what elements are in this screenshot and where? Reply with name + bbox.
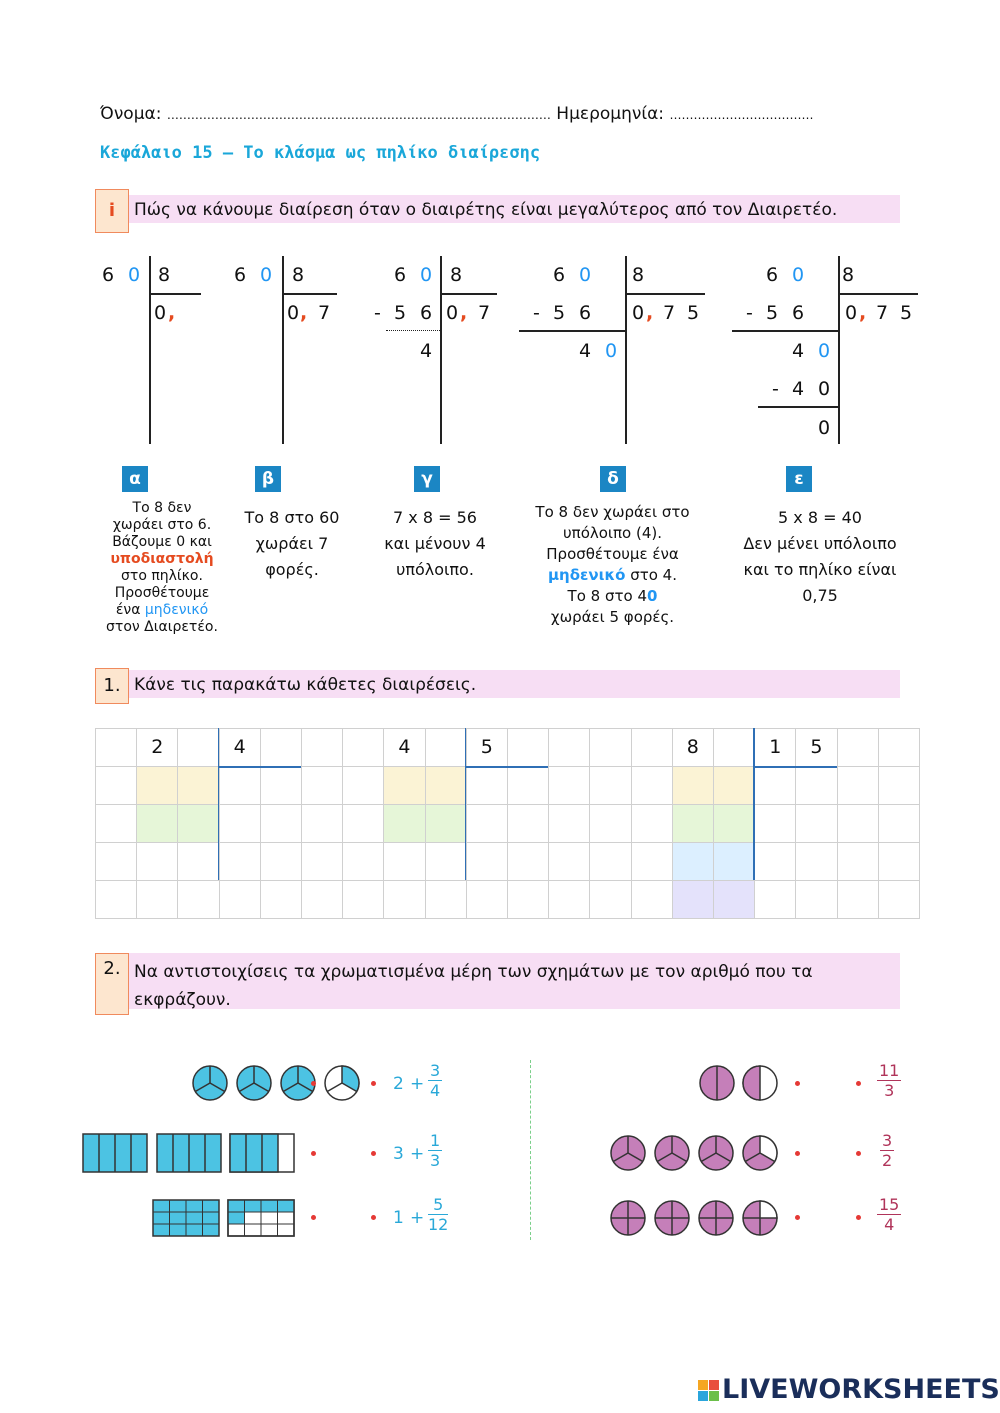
chapter-title: Κεφάλαιο 15 – Το κλάσμα ως πηλίκο διαίρεσης [100, 143, 541, 163]
division-number: 4 [233, 736, 246, 758]
name-line [100, 104, 813, 124]
circle-half-shape [700, 1066, 734, 1100]
grid-cell[interactable] [795, 880, 837, 919]
grid-cell[interactable] [631, 804, 673, 843]
grid-cell[interactable] [754, 880, 796, 919]
divisor-line [149, 293, 201, 295]
match-dot-right-3[interactable] [795, 1215, 800, 1220]
match-dot-frac-3[interactable] [856, 1215, 861, 1220]
grid-cell[interactable] [383, 880, 425, 919]
division-number: 1 [769, 736, 782, 758]
grid-cell[interactable] [878, 842, 920, 881]
grid-cell[interactable] [301, 766, 343, 805]
step-letter-b: β [255, 466, 281, 492]
grid-cell[interactable] [95, 880, 137, 919]
circle-third-shape [193, 1066, 227, 1100]
divisor-line [440, 293, 497, 295]
digit: 8 [632, 264, 645, 286]
grid-cell[interactable] [713, 880, 755, 919]
name-dots[interactable]: …………………………………………………………………………………… [166, 108, 551, 122]
grid-cell[interactable] [548, 804, 590, 843]
grid-cell[interactable] [425, 880, 467, 919]
grid-cell[interactable] [95, 728, 137, 767]
grid-cell[interactable] [795, 804, 837, 843]
grid-cell[interactable] [342, 804, 384, 843]
subtraction-line [732, 330, 838, 332]
grid-cell[interactable] [342, 728, 384, 767]
grid-cell[interactable] [136, 842, 178, 881]
division-number: 8 [686, 736, 699, 758]
digit: 6 [102, 264, 115, 286]
digit: 6 [420, 302, 433, 324]
grid-cell[interactable] [466, 766, 508, 805]
digit: 5 [766, 302, 779, 324]
step-letter-d: δ [600, 466, 626, 492]
match-dot-option-3[interactable] [371, 1215, 376, 1220]
digit: 7 [478, 302, 491, 324]
grid-cell[interactable] [507, 766, 549, 805]
subtraction-line [519, 330, 625, 332]
digit: - [533, 302, 540, 324]
digit: 0 [128, 264, 141, 286]
division-bar [218, 728, 220, 880]
comma: , [859, 302, 867, 324]
grid-cell[interactable] [260, 880, 302, 919]
grid-cell[interactable] [754, 842, 796, 881]
explanation-d: Το 8 δεν χωράει στο υπόλοιπο (4). Προσθέτουμε ένα μηδενικό στο 4. Το 8 στο 40 χωράει 5 φορές. [535, 503, 690, 626]
digit: 5 [553, 302, 566, 324]
subtraction-line [386, 330, 440, 331]
subtraction-line [758, 406, 838, 408]
division-bar [282, 256, 284, 444]
grid-cell[interactable] [95, 766, 137, 805]
grid-cell[interactable] [713, 766, 755, 805]
digit: 7 [663, 302, 676, 324]
digit: 5 [394, 302, 407, 324]
explanation-c: 7 x 8 = 56 και μένουν 4 υπόλοιπο. [384, 508, 486, 579]
match-dot-left-2[interactable] [311, 1151, 316, 1156]
grid-cell[interactable] [466, 842, 508, 881]
liveworksheets-logo: LIVEWORKSHEETS [722, 1374, 1000, 1405]
digit: 0 [579, 264, 592, 286]
right-shapes [600, 1050, 800, 1250]
digit: 0 [260, 264, 273, 286]
digit: 5 [900, 302, 913, 324]
grid-cell[interactable] [425, 728, 467, 767]
grid-cell[interactable] [301, 842, 343, 881]
digit: 0 [420, 264, 433, 286]
division-bar [440, 256, 442, 444]
digit: - [772, 378, 779, 400]
digit: 0 [287, 302, 300, 324]
division-bar [625, 256, 627, 444]
digit: 8 [292, 264, 305, 286]
digit: 6 [553, 264, 566, 286]
grid-cell[interactable] [672, 766, 714, 805]
grid-cell[interactable] [837, 766, 879, 805]
grid-cell[interactable] [878, 880, 920, 919]
date-label: Ημερομηνία: [556, 104, 665, 124]
grid-cell[interactable] [136, 804, 178, 843]
step-letter-a: α [122, 466, 148, 492]
grid-cell[interactable] [507, 880, 549, 919]
grid-cell[interactable] [260, 766, 302, 805]
explanation-e: 5 x 8 = 40 Δεν μένει υπόλοιπο και το πηλίκο είναι 0,75 [743, 508, 897, 605]
name-label: Όνομα: [100, 104, 162, 124]
grid-cell[interactable] [672, 842, 714, 881]
grid-cell[interactable] [713, 804, 755, 843]
comma: , [168, 302, 176, 324]
grid-cell[interactable] [631, 880, 673, 919]
grid-cell[interactable] [507, 728, 549, 767]
grid-cell[interactable] [672, 880, 714, 919]
digit: 4 [420, 340, 433, 362]
grid-cell[interactable] [95, 842, 137, 881]
grid-cell[interactable] [301, 804, 343, 843]
match-dot-frac-2[interactable] [856, 1151, 861, 1156]
grid-cell[interactable] [219, 766, 261, 805]
grid-cell[interactable] [754, 804, 796, 843]
grid-cell[interactable] [548, 766, 590, 805]
divisor-line [282, 293, 337, 295]
grid-cell[interactable] [136, 766, 178, 805]
digit: 0 [818, 340, 831, 362]
digit: 0 [605, 340, 618, 362]
grid-cell[interactable] [383, 842, 425, 881]
grid-cell[interactable] [177, 842, 219, 881]
divisor-line [466, 766, 548, 768]
grid-cell[interactable] [342, 842, 384, 881]
grid-cell[interactable] [425, 842, 467, 881]
circle-third-partial-shape [325, 1066, 359, 1100]
digit: 6 [792, 302, 805, 324]
liveworksheets-logo-icon [698, 1380, 720, 1402]
grid-cell[interactable] [466, 804, 508, 843]
grid-cell[interactable] [177, 880, 219, 919]
digit: 0 [845, 302, 858, 324]
circle-third-shape [237, 1066, 271, 1100]
digit: 6 [766, 264, 779, 286]
divisor-line [625, 293, 705, 295]
divisor-line [219, 766, 301, 768]
digit: 4 [579, 340, 592, 362]
digit: 4 [792, 340, 805, 362]
section-divider [530, 1060, 531, 1240]
step-letter-e: ε [786, 466, 812, 492]
grid-cell[interactable] [589, 804, 631, 843]
digit: 4 [792, 378, 805, 400]
comma: , [300, 302, 308, 324]
grid-cell[interactable] [589, 880, 631, 919]
fraction-option-2: $\frac{3}{2}$ [882, 1131, 893, 1170]
digit: 8 [842, 264, 855, 286]
grid-cell[interactable] [260, 728, 302, 767]
digit: - [374, 302, 381, 324]
grid-cell[interactable] [219, 804, 261, 843]
grid-cell[interactable] [548, 880, 590, 919]
grid-cell[interactable] [95, 804, 137, 843]
grid-cell[interactable] [466, 880, 508, 919]
division-bar [465, 728, 467, 880]
digit: 0 [632, 302, 645, 324]
digit: 0 [792, 264, 805, 286]
grid-cell[interactable] [589, 842, 631, 881]
circle-half-partial-shape [743, 1066, 777, 1100]
exercise1-marker: 1. [95, 668, 129, 704]
match-dot-right-2[interactable] [795, 1151, 800, 1156]
digit: 0 [154, 302, 167, 324]
circle-third-shape [281, 1066, 315, 1100]
exercise1-text: Κάνε τις παρακάτω κάθετες διαιρέσεις. [134, 675, 477, 695]
digit: 6 [394, 264, 407, 286]
grid-cell[interactable] [878, 766, 920, 805]
digit: 0 [818, 417, 831, 439]
digit: 6 [234, 264, 247, 286]
digit: 0 [446, 302, 459, 324]
grid-cell[interactable] [136, 880, 178, 919]
comma: , [460, 302, 468, 324]
digit: 5 [687, 302, 700, 324]
digit: 8 [158, 264, 171, 286]
grid-cell[interactable] [219, 842, 261, 881]
grid-cell[interactable] [589, 766, 631, 805]
digit: 6 [579, 302, 592, 324]
digit: 7 [318, 302, 331, 324]
divisor-line [838, 293, 918, 295]
grid-cell[interactable] [425, 766, 467, 805]
match-dot-frac-1[interactable] [856, 1081, 861, 1086]
grid-cell[interactable] [837, 728, 879, 767]
explanation-b: Το 8 στο 60 χωράει 7 φορές. [244, 508, 340, 579]
grid-cell[interactable] [260, 842, 302, 881]
divisor-line [754, 766, 836, 768]
rectangle-twelfths-group [153, 1200, 294, 1236]
grid-cell[interactable] [507, 842, 549, 881]
grid-cell[interactable] [342, 880, 384, 919]
grid-cell[interactable] [177, 766, 219, 805]
match-dot-right-1[interactable] [795, 1081, 800, 1086]
match-dot-left-1[interactable] [311, 1081, 316, 1086]
grid-cell[interactable] [672, 804, 714, 843]
grid-cell[interactable] [219, 880, 261, 919]
grid-cell[interactable] [837, 842, 879, 881]
step-letter-c: γ [414, 466, 440, 492]
division-number: 5 [810, 736, 823, 758]
division-number: 5 [480, 736, 493, 758]
grid-cell[interactable] [754, 766, 796, 805]
info-marker: i [95, 189, 129, 233]
fraction-option-3: $\frac{15}{4}$ [879, 1195, 900, 1234]
grid-cell[interactable] [383, 766, 425, 805]
grid-cell[interactable] [548, 842, 590, 881]
grid-cell[interactable] [177, 728, 219, 767]
digit: 7 [876, 302, 889, 324]
fraction-option-1: $\frac{11}{3}$ [879, 1061, 900, 1100]
exercise2-marker: 2. [95, 953, 129, 1015]
division-number: 4 [398, 736, 411, 758]
grid-cell[interactable] [383, 804, 425, 843]
digit: - [746, 302, 753, 324]
match-dot-option-2[interactable] [371, 1151, 376, 1156]
grid-cell[interactable] [260, 804, 302, 843]
digit: 0 [818, 378, 831, 400]
grid-cell[interactable] [342, 766, 384, 805]
division-bar [838, 256, 840, 444]
info-text: Πώς να κάνουμε διαίρεση όταν ο διαιρέτης είναι μεγαλύτερος από τον Διαιρετέο. [134, 200, 838, 220]
circle-thirds-group [193, 1066, 359, 1100]
division-bar [149, 256, 151, 444]
grid-cell[interactable] [177, 804, 219, 843]
grid-cell[interactable] [795, 842, 837, 881]
grid-cell[interactable] [301, 728, 343, 767]
division-bar [753, 728, 755, 880]
grid-cell[interactable] [631, 842, 673, 881]
digit: 8 [450, 264, 463, 286]
grid-cell[interactable] [589, 728, 631, 767]
grid-cell[interactable] [713, 842, 755, 881]
date-dots[interactable]: ……………………………… [669, 108, 814, 122]
rectangle-fourths-group [83, 1134, 294, 1172]
grid-cell[interactable] [837, 804, 879, 843]
grid-cell[interactable] [713, 728, 755, 767]
comma: , [646, 302, 654, 324]
grid-cell[interactable] [507, 804, 549, 843]
grid-cell[interactable] [548, 728, 590, 767]
grid-cell[interactable] [878, 804, 920, 843]
exercise2-text: Να αντιστοιχίσεις τα χρωματισμένα μέρη των σχημάτων με τον αριθμό που τα εκφράζουν. [134, 962, 813, 1010]
grid-cell[interactable] [795, 766, 837, 805]
left-shapes [70, 1050, 530, 1250]
grid-cell[interactable] [837, 880, 879, 919]
grid-cell[interactable] [878, 728, 920, 767]
explanation-a: Το 8 δεν χωράει στο 6. Βάζουμε 0 και υποδιαστολή στο πηλίκο. Προσθέτουμε ένα μηδενικό στον Διαιρετέο. [106, 500, 218, 635]
grid-cell[interactable] [301, 880, 343, 919]
grid-cell[interactable] [425, 804, 467, 843]
division-number: 2 [151, 736, 164, 758]
grid-cell[interactable] [631, 728, 673, 767]
match-dot-left-3[interactable] [311, 1215, 316, 1220]
grid-cell[interactable] [631, 766, 673, 805]
match-dot-option-1[interactable] [371, 1081, 376, 1086]
